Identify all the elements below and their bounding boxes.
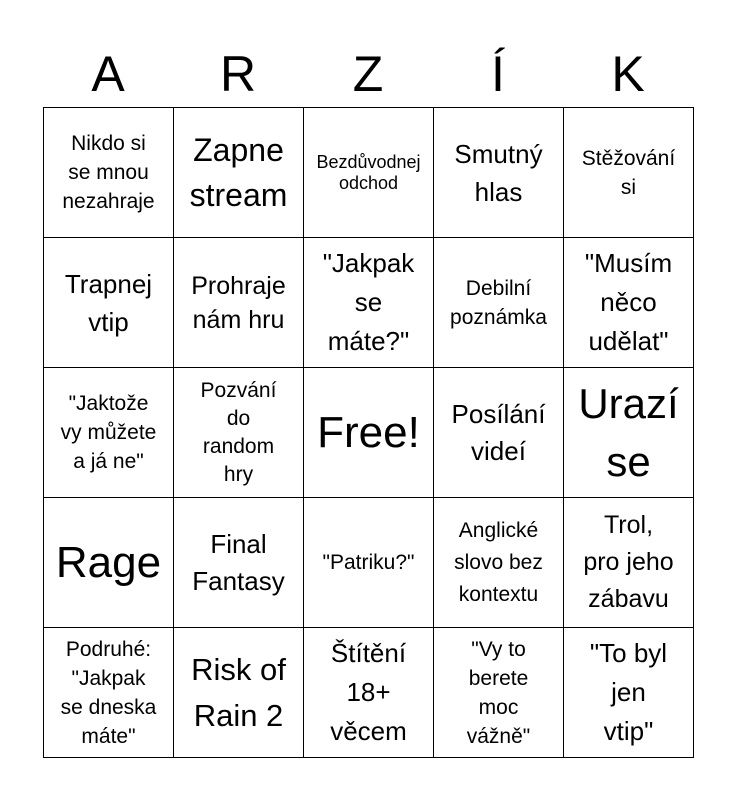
- bingo-cell[interactable]: [44, 498, 174, 628]
- bingo-cell[interactable]: [174, 368, 304, 498]
- cell-text: Zapne stream: [189, 131, 288, 213]
- bingo-cell[interactable]: [564, 368, 694, 498]
- cell-text: Risk of Rain 2: [191, 651, 286, 733]
- cell-text: Trapnej vtip: [64, 268, 153, 337]
- cell-text: "Vy to berete moc vážně": [466, 637, 531, 748]
- bingo-cell[interactable]: [174, 108, 304, 238]
- bingo-cell[interactable]: [174, 628, 304, 758]
- bingo-header: [43, 40, 693, 108]
- cell-text: Pozvání do random hry: [200, 378, 277, 486]
- cell-text: "Patriku?": [322, 551, 415, 574]
- bingo-cell[interactable]: [304, 108, 434, 238]
- cell-text: "Jakpak se máte?": [322, 248, 415, 356]
- bingo-cell[interactable]: [174, 238, 304, 368]
- cell-text: Podruhé: "Jakpak se dneska máte": [60, 637, 157, 748]
- cell-text: Debilní poznámka: [450, 276, 547, 329]
- cell-text: Trol, pro jeho zábavu: [583, 511, 674, 613]
- cell-text: Free!: [317, 407, 420, 457]
- bingo-cell[interactable]: [174, 498, 304, 628]
- bingo-cell[interactable]: [564, 108, 694, 238]
- cell-text: Urazí se: [578, 379, 679, 485]
- cell-text: Štítění 18+ věcem: [330, 638, 407, 746]
- cell-text: Final Fantasy: [192, 528, 285, 596]
- bingo-cell[interactable]: [564, 238, 694, 368]
- cell-text: Smutný hlas: [454, 138, 543, 207]
- bingo-cell[interactable]: [304, 498, 434, 628]
- bingo-cell[interactable]: [434, 628, 564, 758]
- bingo-cell[interactable]: [44, 108, 174, 238]
- cell-text: Bezdůvodnej odchod: [316, 151, 421, 193]
- cell-text: Anglické slovo bez kontextu: [454, 518, 543, 606]
- bingo-cell[interactable]: [564, 628, 694, 758]
- bingo-cell[interactable]: [44, 628, 174, 758]
- header-letter-5: K: [611, 46, 645, 102]
- bingo-grid: [43, 107, 694, 758]
- cell-text: "To byl jen vtip": [589, 638, 668, 746]
- bingo-cell[interactable]: [304, 238, 434, 368]
- bingo-cell[interactable]: [434, 498, 564, 628]
- cell-text: Stěžování si: [581, 146, 676, 199]
- cell-text: Prohraje nám hru: [191, 271, 286, 334]
- bingo-cell[interactable]: [434, 368, 564, 498]
- bingo-cell[interactable]: [44, 368, 174, 498]
- cell-text: Posílání videí: [451, 398, 546, 466]
- bingo-cell[interactable]: [44, 238, 174, 368]
- header-letter-1: A: [91, 46, 125, 102]
- header-letter-2: R: [219, 46, 257, 102]
- cell-text: Rage: [55, 537, 162, 587]
- header-letter-3: Z: [352, 46, 384, 102]
- bingo-cell[interactable]: [434, 108, 564, 238]
- bingo-cell[interactable]: [434, 238, 564, 368]
- cell-text: Nikdo si se mnou nezahraje: [62, 132, 155, 213]
- bingo-cell[interactable]: [304, 368, 434, 498]
- bingo-cell[interactable]: [564, 498, 694, 628]
- cell-text: "Jaktože vy můžete a já ne": [60, 392, 157, 473]
- header-letter-4: Í: [491, 46, 505, 102]
- bingo-cell[interactable]: [304, 628, 434, 758]
- cell-text: "Musím něco udělat": [584, 248, 673, 356]
